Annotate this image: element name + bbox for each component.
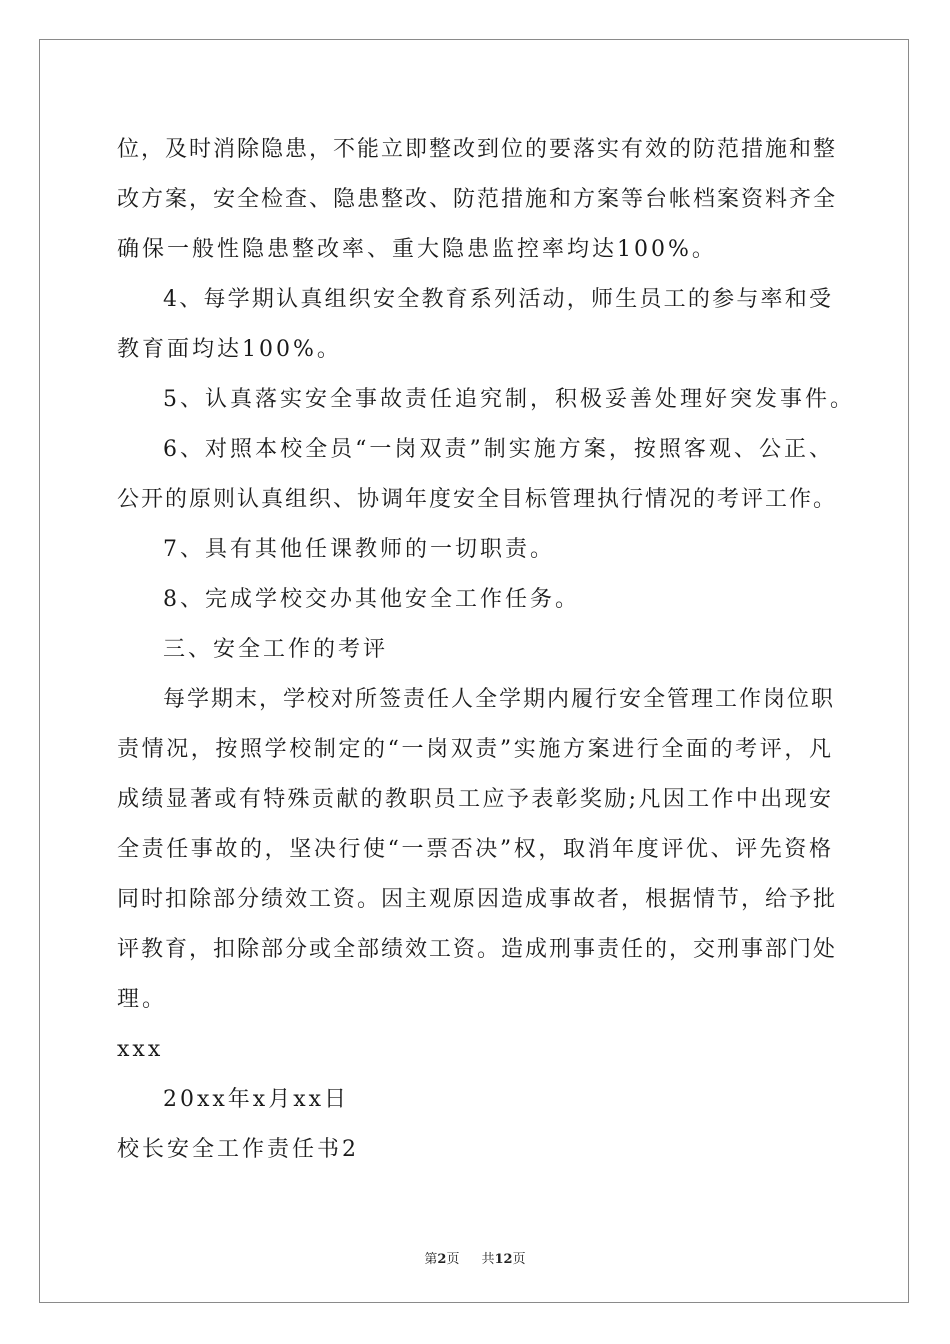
text-line: 责情况，按照学校制定的“一岗双责”实施方案进行全面的考评，凡 — [117, 737, 833, 762]
text-line: 每学期末，学校对所签责任人全学期内履行安全管理工作岗位职 — [163, 687, 836, 712]
section-heading: 三、安全工作的考评 — [163, 637, 389, 662]
page-suffix: 页 — [446, 1252, 460, 1267]
page-current: 2 — [437, 1252, 447, 1267]
text-line: 8、完成学校交办其他安全工作任务。 — [163, 587, 580, 612]
total-suffix: 页 — [512, 1252, 526, 1267]
text-line: 理。 — [117, 987, 168, 1012]
document-body — [117, 125, 855, 1175]
text-line: 6、对照本校全员“一岗双责”制实施方案，按照客观、公正、 — [163, 437, 833, 462]
text-line: 评教育，扣除部分或全部绩效工资。造成刑事责任的，交刑事部门处 — [117, 937, 838, 962]
text-line: 位，及时消除隐患，不能立即整改到位的要落实有效的防范措施和整 — [117, 137, 838, 162]
text-line: 同时扣除部分绩效工资。因主观原因造成事故者，根据情节，给予批 — [117, 887, 838, 912]
page-total: 12 — [494, 1252, 513, 1267]
text-line: 5、认真落实安全事故责任追究制，积极妥善处理好突发事件。 — [163, 387, 855, 412]
text-line: 成绩显著或有特殊贡献的教职员工应予表彰奖励;凡因工作中出现安 — [117, 787, 833, 812]
next-section-title: 校长安全工作责任书2 — [117, 1137, 359, 1162]
total-prefix: 共 — [481, 1252, 495, 1267]
text-line: 确保一般性隐患整改率、重大隐患监控率均达100%。 — [117, 237, 717, 262]
signature-date: 20xx年x月xx日 — [163, 1087, 350, 1112]
signature-name: xxx — [117, 1037, 164, 1062]
text-line: 改方案，安全检查、隐患整改、防范措施和方案等台帐档案资料齐全 — [117, 187, 838, 212]
page-total-label — [481, 1252, 525, 1267]
text-line: 全责任事故的，坚决行使“一票否决”权，取消年度评优、评先资格 — [117, 837, 833, 862]
text-line: 公开的原则认真组织、协调年度安全目标管理执行情况的考评工作。 — [117, 487, 838, 512]
page-number-label — [424, 1252, 459, 1267]
text-line: 教育面均达100%。 — [117, 337, 342, 362]
page-footer — [0, 1248, 950, 1267]
page-prefix: 第 — [424, 1252, 438, 1267]
text-line: 7、具有其他任课教师的一切职责。 — [163, 537, 555, 562]
text-line: 4、每学期认真组织安全教育系列活动，师生员工的参与率和受 — [163, 287, 833, 312]
